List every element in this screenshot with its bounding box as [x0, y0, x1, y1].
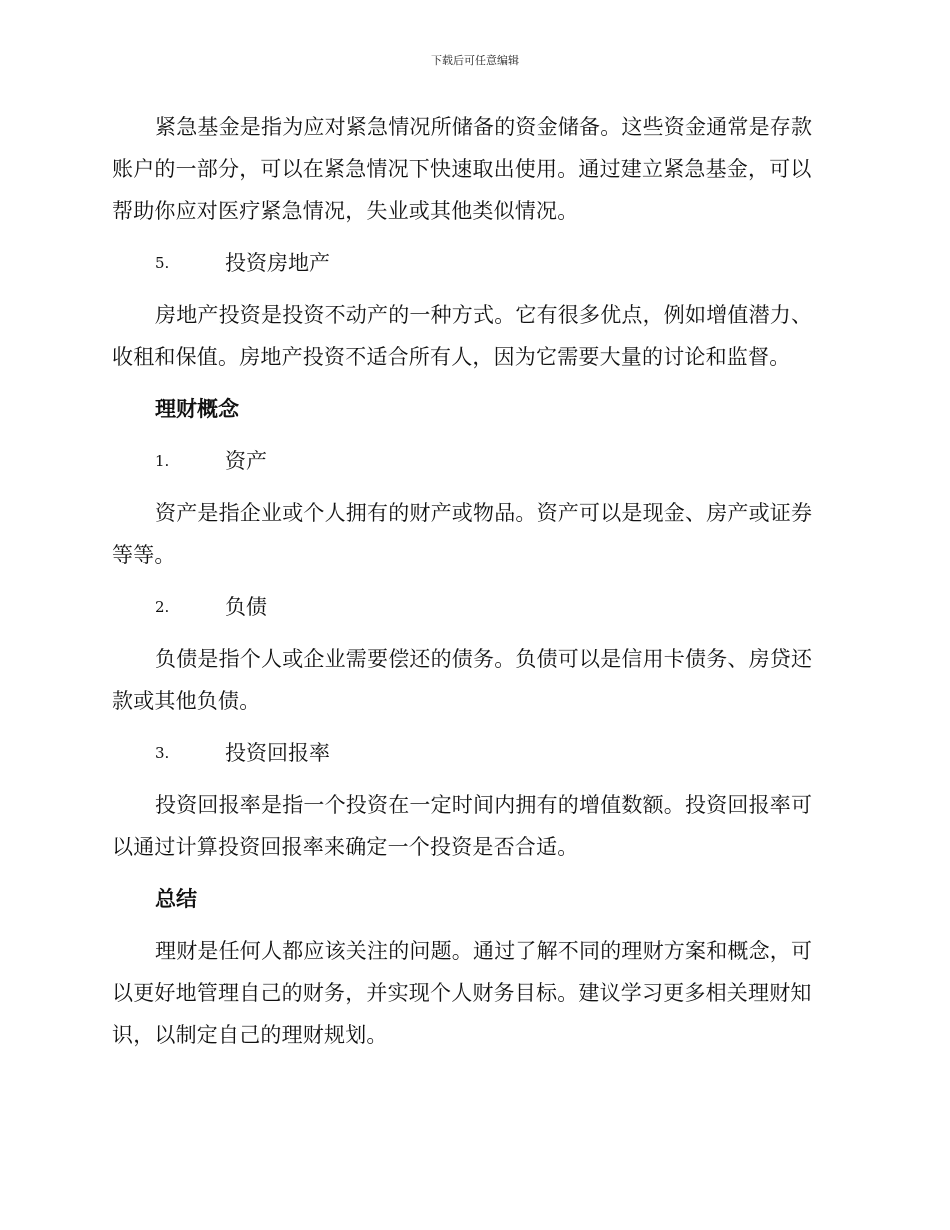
paragraph-assets: 资产是指企业或个人拥有的财产或物品。资产可以是现金、房产或证券等等。	[112, 501, 813, 567]
list-label: 投资回报率	[225, 741, 330, 765]
paragraph-liabilities: 负债是指个人或企业需要偿还的债务。负债可以是信用卡债务、房贷还款或其他负债。	[112, 647, 813, 713]
list-number: 3.	[155, 744, 170, 762]
list-label: 资产	[225, 449, 267, 473]
list-number: 5.	[155, 254, 170, 272]
list-item-roi	[112, 732, 832, 774]
paragraph-real-estate: 房地产投资是投资不动产的一种方式。它有很多优点，例如增值潜力、收租和保值。房地产投资不适合所有人，因为它需要大量的讨论和监督。	[112, 303, 813, 369]
list-label: 投资房地产	[225, 251, 330, 275]
section-heading-concepts: 理财概念	[155, 397, 239, 421]
list-item-assets	[112, 440, 832, 482]
paragraph-summary: 理财是任何人都应该关注的问题。通过了解不同的理财方案和概念，可以更好地管理自己的财务，并实现个人财务目标。建议学习更多相关理财知识，以制定自己的理财规划。	[112, 939, 813, 1047]
document-body	[112, 106, 832, 1066]
list-number: 1.	[155, 452, 170, 470]
paragraph-roi: 投资回报率是指一个投资在一定时间内拥有的增值数额。投资回报率可以通过计算投资回报率来确定一个投资是否合适。	[112, 793, 813, 859]
list-item-liabilities	[112, 586, 832, 628]
list-number: 2.	[155, 598, 170, 616]
page-header: 下载后可任意编辑	[431, 54, 519, 67]
section-heading-summary: 总结	[155, 887, 197, 911]
list-item-real-estate	[112, 242, 832, 284]
paragraph-emergency-fund: 紧急基金是指为应对紧急情况所储备的资金储备。这些资金通常是存款账户的一部分，可以在紧急情况下快速取出使用。通过建立紧急基金，可以帮助你应对医疗紧急情况，失业或其他类似情况。	[112, 115, 813, 223]
list-label: 负债	[225, 595, 267, 619]
